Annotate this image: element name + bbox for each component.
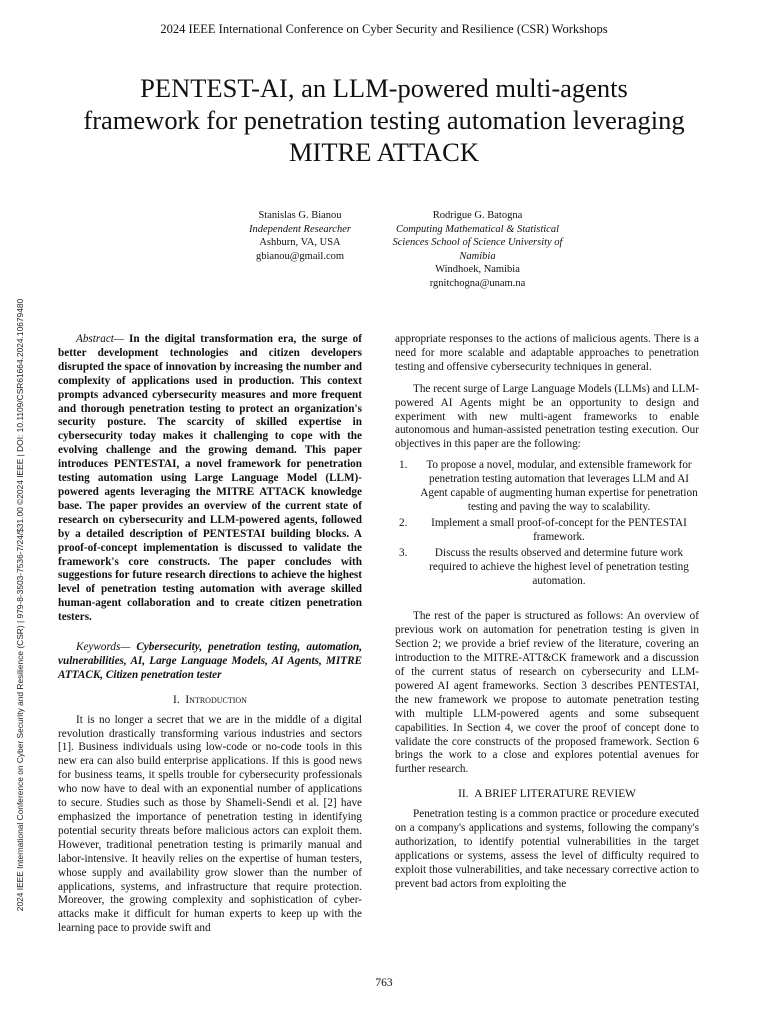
list-item (395, 517, 699, 545)
author-block-1 (230, 209, 370, 263)
list-item (395, 459, 699, 515)
keywords-lead: Keywords— (76, 641, 131, 654)
section-heading-literature-review (395, 788, 699, 802)
section-title: A BRIEF LITERATURE REVIEW (474, 788, 636, 801)
author-location: Ashburn, VA, USA (259, 237, 341, 248)
abstract-lead: Abstract— (76, 333, 124, 345)
list-item-text: Implement a small proof-of-concept for the PENTESTAI framework. (431, 516, 687, 543)
list-item (395, 547, 699, 589)
list-item-text: To propose a novel, modular, and extensible framework for penetration testing automation that leverages LLM and AI Agent capable of augmenting human expertise for penetration testing and paving the way to scalability. (420, 459, 698, 513)
author-email: rgnitchogna@unam.na (429, 277, 526, 289)
right-column (395, 333, 699, 892)
author-email: gbianou@gmail.com (255, 250, 345, 262)
list-item-number: 3. (399, 546, 408, 559)
objectives-list (395, 459, 699, 588)
page-number: 763 (375, 977, 393, 989)
section-title: Introduction (185, 693, 247, 706)
keywords (58, 641, 362, 683)
intro-paragraph-1: It is no longer a secret that we are in the middle of a digital revolution drastically transforming various industries and sectors [1]. Business individuals using low-code or no-code tools in this new era can also build enterprise applications. If this is good news for business teams, it spells trouble for cybersecurity professionals who now have to deal with an exponential number of applications to secure. Studies such as those by Shameli-Sendi et al. [2] have emphasized the importance of penetration testing in identifying potential security threats before malicious actors can exploit them. However, traditional penetration testing is primarily manual and labor-intensive. It heavily relies on the expertise of human testers, whose supply and availability grow slower than the number of applications, systems, and infrastructure that require protection. Moreover, the growing complexity and sophistication of cyber-attacks make it difficult for human experts to keep up with the learning pace to provide swift and (58, 713, 362, 935)
author-affiliation: Independent Researcher (249, 223, 351, 235)
paper-title: PENTEST-AI, an LLM-powered multi-agents framework for penetration testing automation leveraging MITRE ATTACK (83, 73, 685, 167)
author-name: Stanislas G. Bianou (258, 210, 342, 221)
doi-sidebar-text: 2024 IEEE International Conference on Cyber Security and Resilience (CSR) | 979-8-3503-7536-7/24/$31.00 ©2024 IEEE | DOI: 10.1109/CSR61664.2024.10679480 (15, 298, 25, 912)
intro-paragraph-3: The rest of the paper is structured as follows: An overview of previous work on automation for penetration testing is given in Section 2; we provide a brief review of the literature, covering an introduction to the MITRE-ATT&CK framework and a discussion of the current status of research on cybersecurity and LLM-powered AI agent frameworks. Section 3 describes PENTESTAI, the new framework we propose to automate penetration testing with multiple LLM-powered agents and some subsequent capabilities. In Section 4, we cover the proof of concept done to validate the core constructs of the proposed framework. Section 6 brings the work to a close and explores potential avenues for further research. (395, 610, 699, 776)
left-column (58, 333, 362, 936)
intro-paragraph-1-continued: appropriate responses to the actions of malicious agents. There is a need for more scalable and adaptable approaches to penetration testing and offensive cybersecurity techniques in general. (395, 333, 699, 373)
author-location: Windhoek, Namibia (435, 264, 520, 275)
author-block-2 (390, 209, 565, 290)
list-item-number: 1. (399, 459, 408, 472)
section-number: I. (173, 693, 180, 706)
abstract (58, 333, 362, 625)
section-number: II. (458, 788, 469, 801)
doi-sidebar (12, 260, 28, 950)
section-heading-introduction (58, 694, 362, 708)
list-item-text: Discuss the results observed and determine future work required to achieve the highest level of penetration testing automation. (429, 546, 689, 587)
intro-paragraph-2: The recent surge of Large Language Models (LLMs) and LLM-powered AI Agents might be an opportunity to design and experiment with new multi-agent frameworks to enable autonomous and human-assisted penetration testing execution. Our objectives in this paper are the following: (395, 382, 699, 451)
list-item-number: 2. (399, 516, 408, 529)
literature-paragraph-1: Penetration testing is a common practice or procedure executed on a company's applications and systems, following the company's authorization, to identify potential vulnerabilities in the target applications or systems, assess the level of difficulty required to exploit those vulnerabilities, and take necessary corrective action to prevent bad actors from exploiting the (395, 808, 699, 890)
abstract-text: In the digital transformation era, the surge of better development technologies and citizen developers disrupted the space of innovation by increasing the number and complexity of applications used in production. This context prompts advanced cybersecurity measures and more frequent and thorough penetration testing to protect an organization's security posture. The scarcity of skilled expertise in cybersecurity today makes it challenging to cope with the evolving challenge and the growing demand. This paper introduces PENTESTAI, a novel framework for penetration testing automation using Large Language Model (LLM)-powered agents leveraging the MITRE ATTACK knowledge base. The paper provides an overview of the current state of research on cybersecurity and LLM-powered agents, followed by a detailed description of PENTESTAI building blocks. A proof-of-concept implementation is discussed to validate the framework's core constructs. The paper concludes with suggestions for future research directions to achieve the highest level of penetration testing automation with average skilled human-agent collaboration and to create citizen penetration testers. (58, 333, 362, 624)
author-affiliation: Computing Mathematical & Statistical Sciences School of Science University of Namibia (392, 223, 563, 262)
keywords-text: Cybersecurity, penetration testing, automation, vulnerabilities, AI, Large Language Models, AI Agents, MITRE ATTACK, Citizen penetration tester (58, 641, 362, 681)
conference-header: 2024 IEEE International Conference on Cyber Security and Resilience (CSR) Workshops (160, 22, 608, 36)
author-name: Rodrigue G. Batogna (432, 210, 523, 221)
